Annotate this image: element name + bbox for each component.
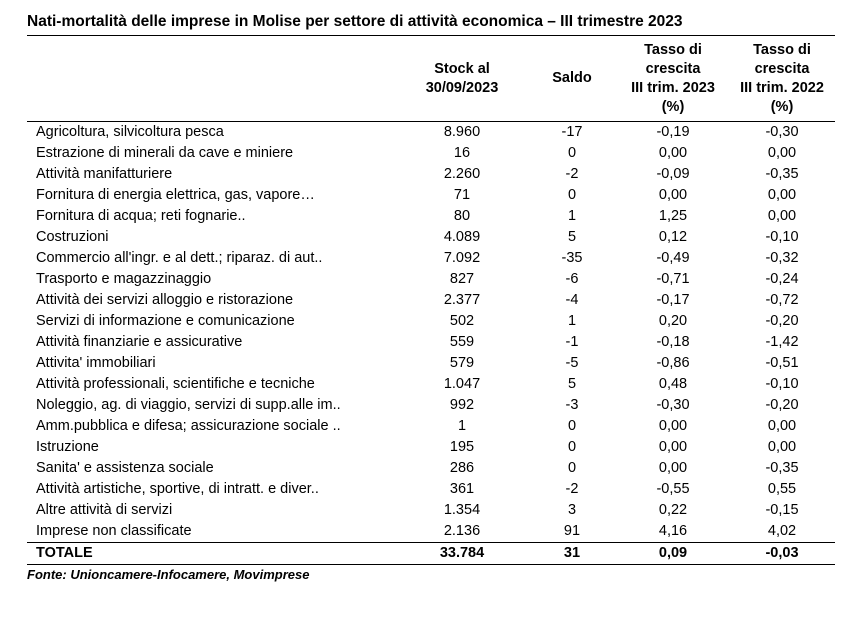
row-stock: 361 [449, 481, 475, 497]
row-sector: Attivita' immobiliari [36, 355, 156, 371]
row-tasso-2023: 0,00 [658, 145, 688, 161]
row-saldo: 0 [567, 460, 577, 476]
row-tasso-2022: -0,35 [765, 166, 799, 182]
row-sector: Agricoltura, silvicoltura pesca [36, 124, 224, 140]
table-row [27, 164, 835, 185]
row-saldo: 3 [567, 502, 577, 518]
row-stock: 16 [453, 145, 471, 161]
header-row [27, 36, 835, 122]
row-tasso-2022: -0,35 [765, 460, 799, 476]
row-tasso-2023: -0,09 [656, 166, 690, 182]
table-row [27, 143, 835, 164]
table-row [27, 395, 835, 416]
row-stock: 1.047 [443, 376, 481, 392]
row-stock: 195 [449, 439, 475, 455]
row-saldo: 0 [567, 418, 577, 434]
row-saldo: -3 [565, 397, 579, 413]
row-stock: 8.960 [443, 124, 481, 140]
row-sector: Fornitura di acqua; reti fognarie.. [36, 208, 246, 224]
row-saldo: -5 [565, 355, 579, 371]
header-tasso-2022-line: (%) [770, 98, 794, 115]
table-row [27, 248, 835, 269]
table-row [27, 479, 835, 500]
header-tasso-2023 [617, 36, 729, 122]
row-sector: Servizi di informazione e comunicazione [36, 313, 295, 329]
row-tasso-2023: 1,25 [658, 208, 688, 224]
table-row [27, 290, 835, 311]
row-stock: 1.354 [443, 502, 481, 518]
row-stock: 579 [449, 355, 475, 371]
header-tasso-2023-line: (%) [661, 98, 685, 115]
table-row [27, 458, 835, 479]
row-tasso-2023: 0,00 [658, 187, 688, 203]
table-row [27, 311, 835, 332]
header-tasso-2022 [729, 36, 835, 122]
row-tasso-2023: 0,00 [658, 418, 688, 434]
row-tasso-2023: -0,30 [656, 397, 690, 413]
row-tasso-2023: 0,00 [658, 439, 688, 455]
row-sector: Sanita' e assistenza sociale [36, 460, 214, 476]
row-sector: Noleggio, ag. di viaggio, servizi di supp.alle im.. [36, 397, 341, 413]
row-stock: 2.377 [443, 292, 481, 308]
row-tasso-2022: -0,20 [765, 313, 799, 329]
row-tasso-2022: 0,00 [767, 187, 797, 203]
table-body [27, 122, 835, 565]
row-stock: 2.260 [443, 166, 481, 182]
row-saldo: -6 [565, 271, 579, 287]
row-tasso-2022: -0,10 [765, 229, 799, 245]
total-tasso-2022: -0,03 [729, 543, 835, 565]
row-stock: 992 [449, 397, 475, 413]
row-stock: 286 [449, 460, 475, 476]
table-row [27, 185, 835, 206]
row-tasso-2023: -0,55 [656, 481, 690, 497]
row-tasso-2022: -0,24 [765, 271, 799, 287]
header-saldo-line: Saldo [552, 70, 592, 86]
row-tasso-2022: 0,55 [767, 481, 797, 497]
row-saldo: 0 [567, 187, 577, 203]
row-tasso-2023: -0,71 [656, 271, 690, 287]
row-tasso-2022: -1,42 [765, 334, 799, 350]
total-label: TOTALE [27, 543, 397, 565]
row-sector: Amm.pubblica e difesa; assicurazione sociale .. [36, 418, 341, 434]
row-tasso-2023: 4,16 [658, 523, 688, 539]
row-stock: 4.089 [443, 229, 481, 245]
row-saldo: 91 [563, 523, 581, 539]
row-sector: Trasporto e magazzinaggio [36, 271, 212, 287]
row-tasso-2023: 0,00 [658, 460, 688, 476]
row-saldo: -17 [561, 124, 583, 140]
row-saldo: -35 [561, 250, 583, 266]
row-tasso-2023: 0,20 [658, 313, 688, 329]
row-sector: Estrazione di minerali da cave e miniere [36, 145, 294, 161]
row-stock: 827 [449, 271, 475, 287]
row-tasso-2023: -0,86 [656, 355, 690, 371]
row-sector: Attività finanziarie e assicurative [36, 334, 243, 350]
row-stock: 2.136 [443, 523, 481, 539]
table-row [27, 500, 835, 521]
header-tasso-2023-line: III trim. 2023 [631, 79, 715, 96]
row-stock: 7.092 [443, 250, 481, 266]
row-sector: Istruzione [36, 439, 99, 455]
table-title: Nati-mortalità delle imprese in Molise per settore di attività economica – III trimestre 2023 [27, 13, 683, 30]
header-stock [397, 36, 527, 122]
row-tasso-2022: -0,20 [765, 397, 799, 413]
header-tasso-2022-line: III trim. 2022 [740, 79, 824, 96]
header-tasso-2022-line: crescita [754, 60, 810, 77]
row-tasso-2022: 0,00 [767, 145, 797, 161]
row-tasso-2023: -0,17 [656, 292, 690, 308]
total-tasso-2023: 0,09 [617, 543, 729, 565]
row-sector: Commercio all'ingr. e al dett.; riparaz. di aut.. [36, 250, 323, 266]
table-row [27, 269, 835, 290]
row-tasso-2022: 4,02 [767, 523, 797, 539]
header-stock-line: 30/09/2023 [425, 79, 499, 96]
row-tasso-2022: -0,51 [765, 355, 799, 371]
table-row [27, 332, 835, 353]
row-stock: 502 [449, 313, 475, 329]
table-row [27, 374, 835, 395]
row-saldo: 5 [567, 376, 577, 392]
row-tasso-2022: 0,00 [767, 418, 797, 434]
header-tasso-2023-line: crescita [645, 60, 701, 77]
row-tasso-2022: -0,32 [765, 250, 799, 266]
row-tasso-2022: 0,00 [767, 439, 797, 455]
row-tasso-2023: 0,12 [658, 229, 688, 245]
row-sector: Attività manifatturiere [36, 166, 173, 182]
row-saldo: -2 [565, 166, 579, 182]
table-row [27, 227, 835, 248]
header-saldo [527, 36, 617, 122]
row-tasso-2022: 0,00 [767, 208, 797, 224]
row-sector: Altre attività di servizi [36, 502, 173, 518]
row-tasso-2023: -0,19 [656, 124, 690, 140]
row-saldo: 0 [567, 439, 577, 455]
row-sector: Costruzioni [36, 229, 109, 245]
header-tasso-2022-line: Tasso di [753, 41, 811, 58]
row-tasso-2022: -0,10 [765, 376, 799, 392]
row-saldo: -2 [565, 481, 579, 497]
data-table [27, 35, 835, 565]
row-sector: Attività artistiche, sportive, di intratt. e diver.. [36, 481, 319, 497]
row-sector: Attività dei servizi alloggio e ristorazione [36, 292, 294, 308]
table-row [27, 521, 835, 543]
table-row [27, 122, 835, 144]
row-saldo: 5 [567, 229, 577, 245]
row-stock: 80 [453, 208, 471, 224]
header-tasso-2023-line: Tasso di [644, 41, 702, 58]
row-stock: 559 [449, 334, 475, 350]
total-saldo: 31 [527, 543, 617, 565]
total-row [27, 543, 835, 565]
row-saldo: 1 [567, 208, 577, 224]
table-row [27, 353, 835, 374]
table-row [27, 416, 835, 437]
row-tasso-2022: -0,15 [765, 502, 799, 518]
row-stock: 1 [457, 418, 467, 434]
row-sector: Fornitura di energia elettrica, gas, vapore… [36, 187, 315, 203]
total-stock: 33.784 [397, 543, 527, 565]
row-tasso-2023: 0,48 [658, 376, 688, 392]
row-tasso-2022: -0,30 [765, 124, 799, 140]
row-sector: Imprese non classificate [36, 523, 192, 539]
row-saldo: -1 [565, 334, 579, 350]
table-row [27, 206, 835, 227]
row-saldo: -4 [565, 292, 579, 308]
header-sector [27, 36, 397, 122]
header-stock-line: Stock al [434, 60, 490, 77]
row-tasso-2023: 0,22 [658, 502, 688, 518]
row-sector: Attività professionali, scientifiche e tecniche [36, 376, 315, 392]
table-row [27, 437, 835, 458]
row-saldo: 1 [567, 313, 577, 329]
row-tasso-2022: -0,72 [765, 292, 799, 308]
row-tasso-2023: -0,18 [656, 334, 690, 350]
row-stock: 71 [453, 187, 471, 203]
source-note: Fonte: Unioncamere-Infocamere, Movimprese [27, 567, 310, 582]
row-tasso-2023: -0,49 [656, 250, 690, 266]
row-saldo: 0 [567, 145, 577, 161]
